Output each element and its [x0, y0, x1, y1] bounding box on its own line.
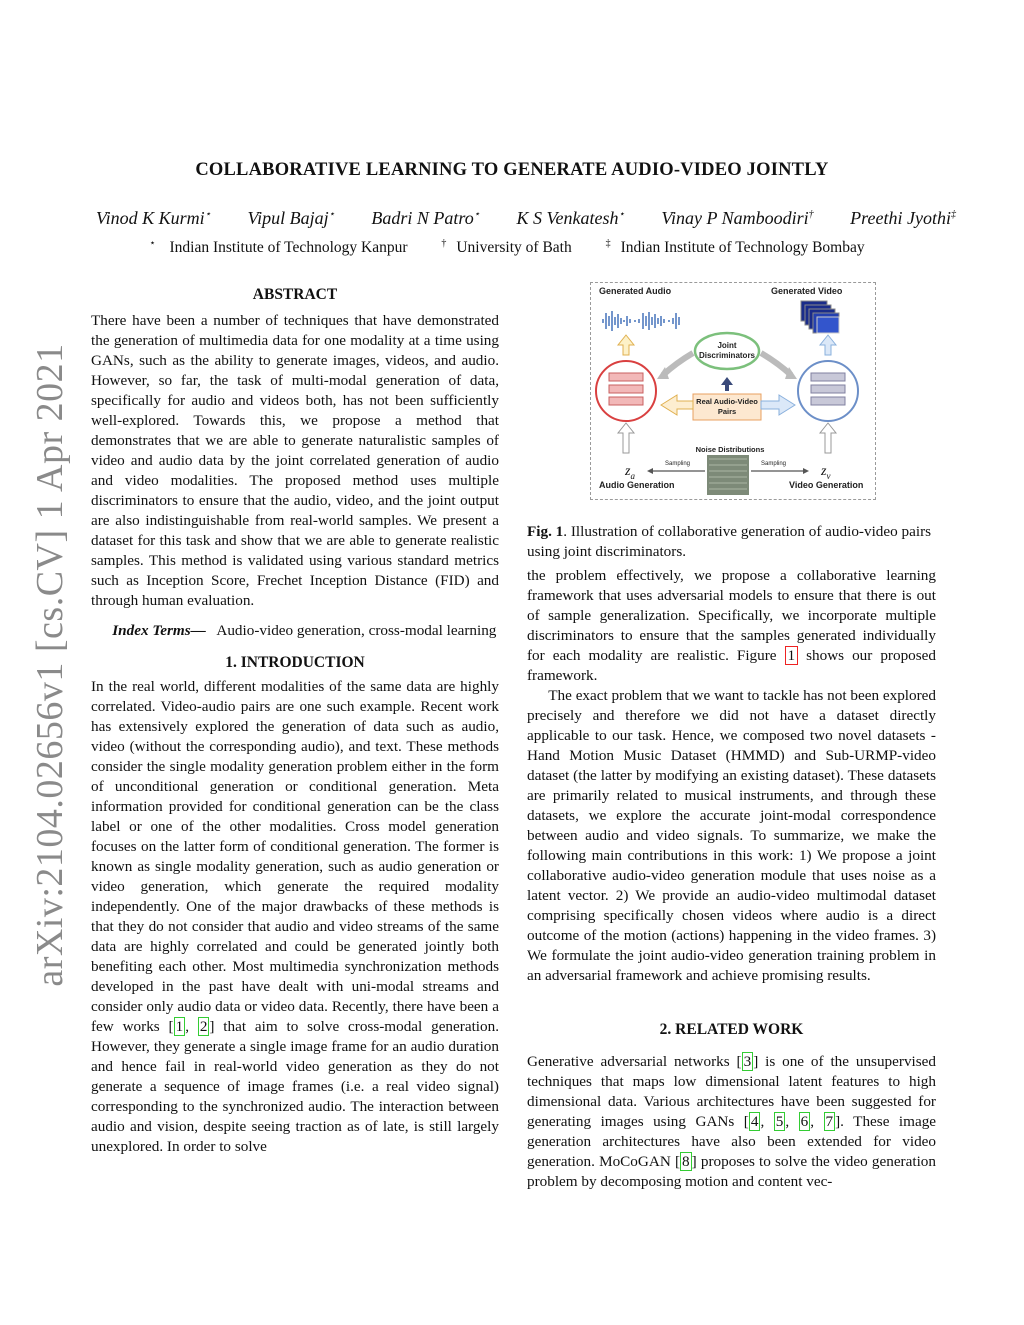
joint-discriminators-label: Joint Discriminators: [698, 341, 756, 360]
generated-audio-label: Generated Audio: [599, 286, 672, 296]
audio-generation-label: Audio Generation: [599, 480, 675, 490]
arrow-curve-icon: [761, 353, 791, 375]
intro-heading: 1. INTRODUCTION: [225, 654, 365, 671]
abstract-section: [91, 285, 499, 1157]
arrow-up-icon: [618, 423, 634, 453]
author-list: [96, 208, 956, 229]
affiliation: ‡ Indian Institute of Technology Bombay: [605, 238, 865, 257]
related-paragraph: Generative adversarial networks [ 3 ] is one of the unsupervised techniques that maps low dimensional latent features to high dimensional data. Various architectures have been suggested for generating images using GANs [ 4 , 5 , 6 , 7 ]. These image generation architectures have also been extended for video generation. MoCoGAN [ 8 ] proposes to solve the video generation problem by decomposing motion and content vec-: [527, 1053, 937, 1190]
arrow-up-icon: [820, 423, 836, 453]
citation-link[interactable]: 3: [743, 1053, 752, 1070]
index-terms: Index Terms— Audio-video generation, cross-modal learning: [112, 622, 497, 639]
figure-1: [590, 282, 876, 500]
intro-paragraph: In the real world, different modalities of the same data are highly correlated. Video-audio pairs are one such example. Recent work has extensively explored the generation of data such as audio, video (without the corresponding audio), and text. These methods consider the single modality generation problem either in the form of unconditional generation or conditional generation. Meta information provided for conditional generation can be the class label or one of the other modalities. Cross model generation focuses on the latter form of conditional generation. The former is known as single modality generation, such as audio generation or video generation, which generate the required modality independently. One of the major drawbacks of these methods is that they do not consider that audio and video streams of the same data are highly correlated and could be generated jointly both benefiting each other. Most multimedia synchronization methods developed in the past have dealt with uni-modal streams and consider only audio data or video data. Recently, there have been a few works [ 1 , 2 ] that aim to solve cross-modal generation. However, they generate a single image frame for an audio duration and hence fail in real-world video generation as they do not generate a sequence of image frames (i.e. a real video signal) corresponding to the synchronized audio. The interaction between audio and vision, despite seeing traction as of late, is still largely unexplored. In order to solve: [91, 678, 499, 1155]
figure-link[interactable]: 1: [785, 646, 799, 665]
arrow-up-icon: [721, 377, 733, 391]
generated-video-label: Generated Video: [771, 286, 843, 296]
noise-label: Noise Distributions: [695, 445, 765, 454]
citation-link[interactable]: 2: [199, 1018, 208, 1035]
video-frames-icon: [801, 301, 839, 333]
citation-link[interactable]: 6: [800, 1113, 809, 1130]
figure-caption: Fig. 1. Illustration of collaborative generation of audio-video pairs using joint discriminators.: [527, 523, 932, 560]
affiliation: ⋆ Indian Institute of Technology Kanpur: [149, 238, 408, 257]
za-symbol: $z_a$: [625, 464, 635, 481]
author: Badri N Patro⋆: [371, 208, 481, 228]
sampling-label: Sampling: [665, 461, 691, 467]
intro-paragraph: the problem effectively, we propose a collaborative learning framework that uses adversarial models to ensure that there is out of sample generalization. Specifically, we incorporate multiple discriminators to ensure that the samples generated individually for each modality are realistic. Figure 1 shows our proposed framework.: [527, 567, 936, 684]
sampling-label: Sampling: [761, 461, 787, 467]
arxiv-stamp-text: arXiv:2104.02656v1 [cs.CV] 1 Apr 2021: [29, 343, 71, 987]
citation-link[interactable]: 1: [175, 1018, 184, 1035]
arrow-curve-icon: [663, 353, 693, 375]
citation-link[interactable]: 7: [825, 1113, 834, 1130]
author: K S Venkatesh⋆: [516, 208, 625, 228]
citation-link[interactable]: 5: [775, 1113, 784, 1130]
author: Preethi Jyothi‡: [850, 208, 956, 228]
arxiv-stamp: [20, 343, 80, 987]
arrow-right-icon: [761, 395, 795, 415]
related-heading: 2. RELATED WORK: [659, 1021, 804, 1038]
author: Vinod K Kurmi⋆: [96, 208, 211, 228]
abstract-heading: ABSTRACT: [252, 286, 338, 303]
affiliations: [0, 238, 1024, 257]
author: Vinay P Namboodiri†: [661, 208, 814, 228]
video-generation-label: Video Generation: [789, 480, 864, 490]
author: Vipul Bajaj⋆: [247, 208, 335, 228]
zv-symbol: $z_v$: [821, 464, 831, 481]
paper-title: COLLABORATIVE LEARNING TO GENERATE AUDIO-VIDEO JOINTLY: [195, 160, 829, 180]
affiliation: † University of Bath: [441, 238, 572, 257]
real-pairs-label: Real Audio-Video Pairs: [696, 397, 758, 416]
waveform-icon: [603, 311, 679, 331]
citation-link[interactable]: 8: [682, 1153, 690, 1170]
abstract-text: There have been a number of techniques that have demonstrated the generation of multimedia data for one modality at a time using GANs, such as the ability to generate images, videos, and audio. However, so far, the task of multi-modal generation of data, specifically for audio and videos both, has not been sufficiently well-explored. Towards this, we propose a method that demonstrates that we are able to generate naturalistic samples of video and audio data by the joint correlated generation of audio and video modalities. The proposed method uses multiple discriminators to ensure that the audio, video, and the joint output are also indistinguishable from real-world samples. We present a dataset for this task and show that we are able to generate realistic samples. This method is validated using various standard metrics such as Inception Score, Frechet Inception Distance (FID) and through human evaluation.: [91, 312, 499, 609]
arrow-left-icon: [661, 395, 693, 415]
arrow-up-icon: [618, 335, 634, 355]
citation-link[interactable]: 4: [750, 1113, 759, 1130]
right-column: [527, 566, 936, 1192]
intro-paragraph: The exact problem that we want to tackle has not been explored precisely and therefore we did not have a dataset directly applicable to our task. Hence, we composed two novel datasets - Hand Motion Music Dataset (HMMD) and Sub-URMP-video dataset (the latter by modifying an existing dataset). These datasets are primarily related to musical instruments, and through these datasets, we explore the accurate joint-modal correspondence between audio and video signals. To summarize, we make the following main contributions in this work: 1) We propose a joint collaborative audio-video generation module that uses noise as a latent vector. 2) We provide an audio-video multimodal dataset comprising specifically chosen videos where audio is a direct outcome of the motion (actions) happening in the video frames. 3) We formulate the joint audio-video generation training problem in an adversarial framework and achieve promising results.: [527, 687, 936, 984]
arrow-up-icon: [820, 335, 836, 355]
